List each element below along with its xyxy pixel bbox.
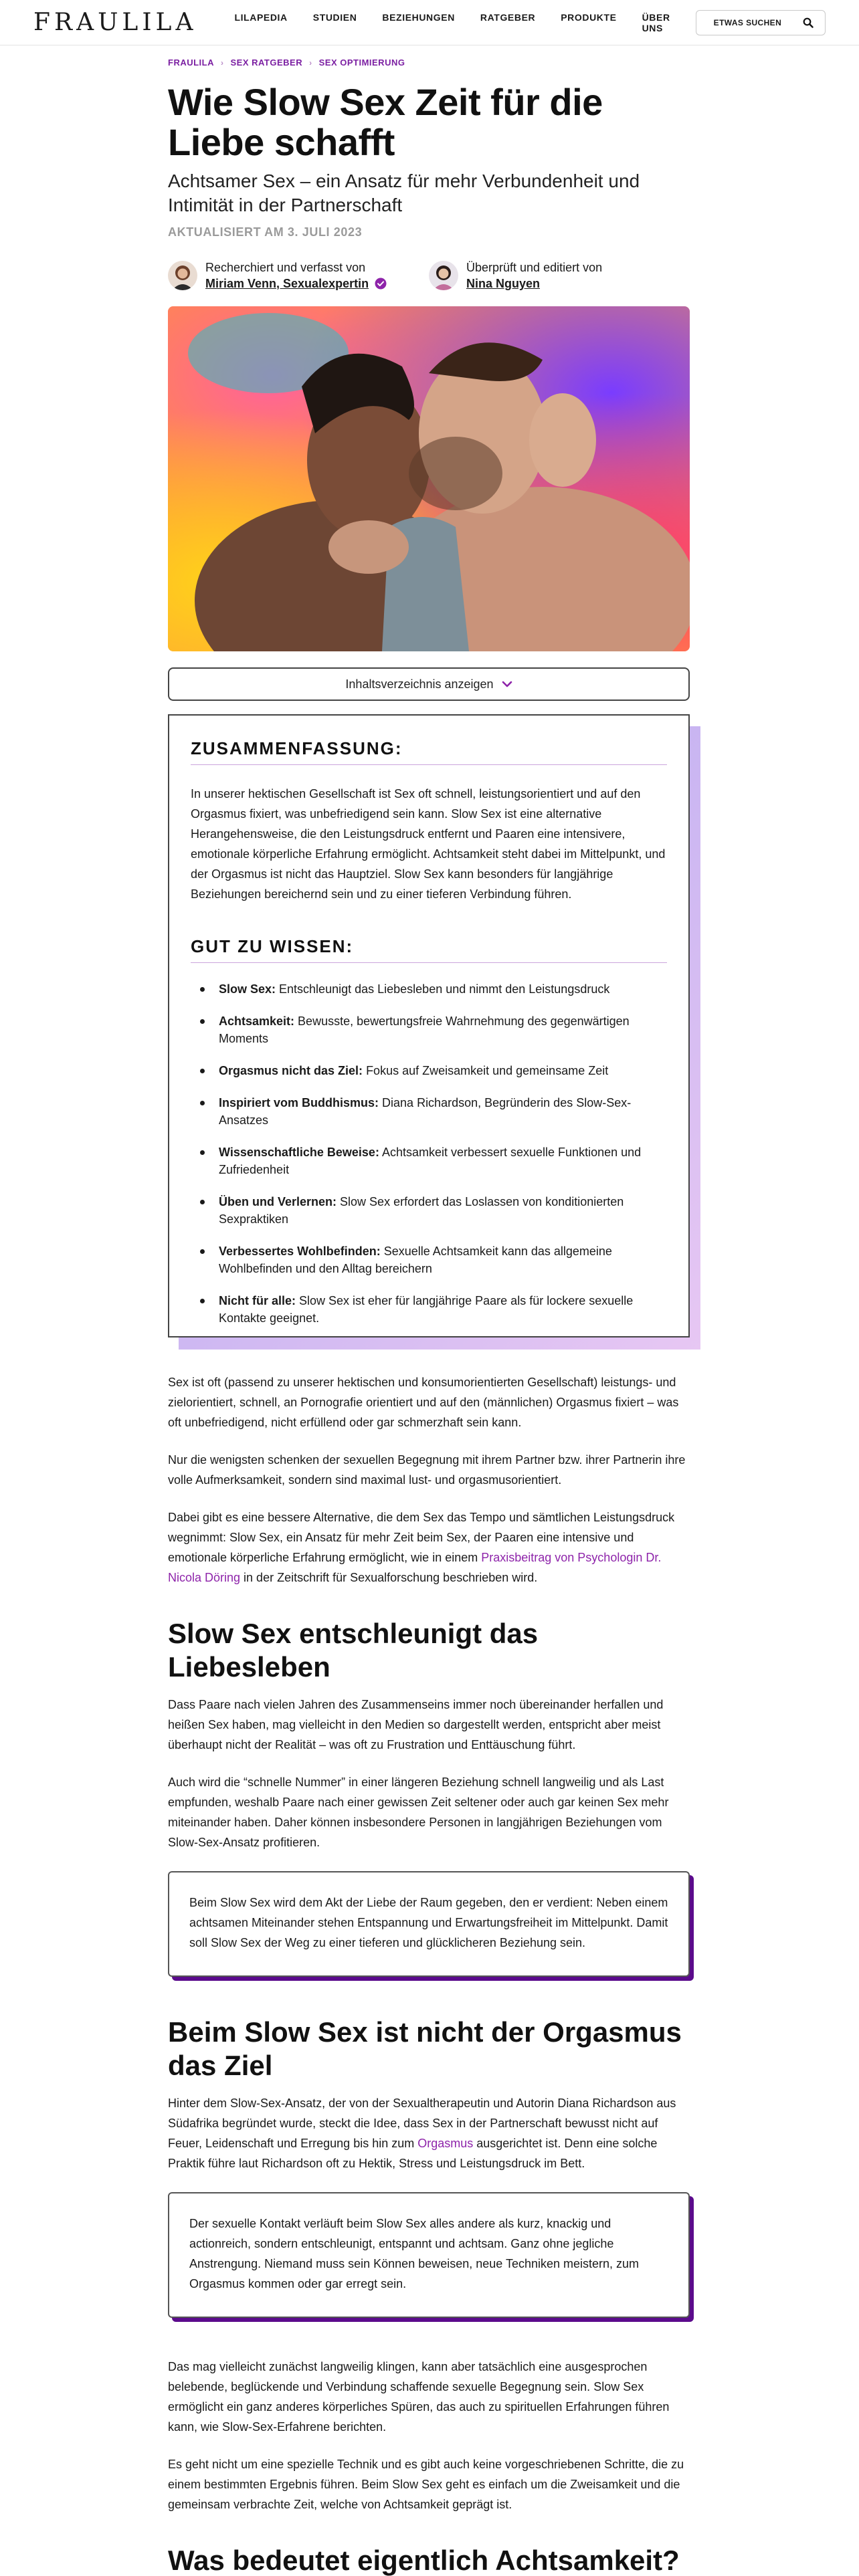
main-nav xyxy=(234,12,695,33)
breadcrumb-separator-icon: › xyxy=(221,58,224,68)
authors-row xyxy=(168,259,690,292)
author-role: Recherchiert und verfasst von xyxy=(205,261,366,274)
search-icon[interactable] xyxy=(801,15,816,30)
list-item: Wissenschaftliche Beweise: Achtsamkeit verbessert sexuelle Funktionen und Zufriedenheit xyxy=(196,1144,667,1178)
page-subtitle: Achtsamer Sex – ein Ansatz für mehr Verbundenheit und Intimität in der Partnerschaft xyxy=(168,171,640,215)
nav-item-studien[interactable]: STUDIEN xyxy=(312,11,357,23)
verified-icon xyxy=(375,278,387,290)
nav-item-ueber-uns[interactable]: ÜBER UNS xyxy=(642,11,670,33)
search-label: ETWAS SUCHEN xyxy=(713,17,782,27)
list-item: Achtsamkeit: Bewusste, bewertungsfreie Wahrnehmung des gegenwärtigen Moments xyxy=(196,1012,667,1047)
nav-item-lilapedia[interactable]: LILAPEDIA xyxy=(234,11,288,23)
author-name-link[interactable]: Miriam Venn, Sexualexpertin xyxy=(205,277,369,290)
paragraph: Auch wird die “schnelle Nummer” in einer längeren Beziehung schnell langweilig und als Last empfunden, weshalb Paare nach einer gewissen Zeit seltener oder auch gar keinen Sex mehr miteinander haben. Daher können insbesondere Personen in langjährigen Beziehungen vom Slow-Sex-Ansatz profitieren. xyxy=(168,1776,669,1849)
editor-block xyxy=(429,259,690,292)
summary-text: In unserer hektischen Gesellschaft ist Sex oft schnell, leistungsorientiert und auf den Orgasmus fixiert, was unbefriedigend sein kann. Slow Sex ist eine alternative Herangehensweise, die den Leistungsdruck entfernt und Paaren eine intensivere, emotionale körperliche Erfahrung ermöglicht. Achtsamkeit steht dabei im Mittelpunkt, und der Orgasmus ist nicht das Hauptziel. Slow Sex kann besonders für langjährige Beziehungen bereichernd sein und zu einer tieferen Verbindung führen. xyxy=(191,787,666,901)
source-link[interactable]: Praxisbeitrag von Psychologin Dr. Nicola Döring xyxy=(168,1551,662,1584)
paragraph: Dass Paare nach vielen Jahren des Zusammenseins immer noch übereinander herfallen und heißen Sex haben, mag vielleicht in den Medien so dargestellt werden, entspricht aber meist überhaupt nicht der Realität – was oft zu Frustration und Enttäuschung führt. xyxy=(168,1698,664,1751)
section-heading: Beim Slow Sex ist nicht der Orgasmus das Ziel xyxy=(168,2016,682,2081)
good-to-know-heading: GUT ZU WISSEN: xyxy=(191,936,667,963)
breadcrumb-item-fraulila[interactable]: FRAULILA xyxy=(168,58,214,68)
nav-item-produkte[interactable]: PRODUKTE xyxy=(561,11,617,23)
editor-role: Überprüft und editiert von xyxy=(466,261,603,274)
breadcrumb-item-sex-ratgeber[interactable]: SEX RATGEBER xyxy=(230,58,303,68)
search-box[interactable] xyxy=(696,10,826,35)
breadcrumb-separator-icon: › xyxy=(309,58,312,68)
highlight-text: Beim Slow Sex wird dem Akt der Liebe der Raum gegeben, den er verdient: Neben einem achtsamen Miteinander stehen Entspannung und Erwartungsfreiheit im Mittelpunkt. Damit soll Slow Sex der Weg zu einer tieferen und glücklicheren Beziehung sein. xyxy=(168,1871,690,1977)
highlight-box xyxy=(168,1871,690,1977)
author-block xyxy=(168,259,429,292)
breadcrumb xyxy=(168,58,690,68)
summary-section xyxy=(168,714,690,1337)
toc-toggle-button[interactable] xyxy=(168,667,690,701)
article-body xyxy=(168,1372,690,2576)
list-item: Inspiriert vom Buddhismus: Diana Richardson, Begründerin des Slow-Sex-Ansatzes xyxy=(196,1094,667,1129)
facts-list xyxy=(191,980,667,1327)
paragraph: Dabei gibt es eine bessere Alternative, die dem Sex das Tempo und sämtlichen Leistungsdruck wegnimmt: Slow Sex, ein Ansatz für mehr Zeit beim Sex, der Paaren eine intensive und emotionale körperliche Erfahrung ermöglicht, wie in einem Praxisbeitrag von Psychologin Dr. Nicola Döring in der Zeitschrift für Sexualforschung beschrieben wird. xyxy=(168,1511,675,1584)
editor-name-link[interactable]: Nina Nguyen xyxy=(466,277,541,290)
highlight-text: Der sexuelle Kontakt verläuft beim Slow Sex alles andere als kurz, knackig und actionreich, sondern entschleunigt, entspannt und achtsam. Ganz ohne jegliche Anstrengung. Niemand muss sein Können beweisen, neue Techniken meistern, zum Orgasmus kommen oder gar erregt sein. xyxy=(168,2192,690,2318)
highlight-box xyxy=(168,2192,690,2318)
breadcrumb-item-sex-optimierung[interactable]: SEX OPTIMIERUNG xyxy=(318,58,405,68)
orgasmus-link[interactable]: Orgasmus xyxy=(417,2137,474,2150)
paragraph: Nur die wenigsten schenken der sexuellen Begegnung mit ihrem Partner bzw. ihrer Partnerin ihre volle Aufmerksamkeit, sondern sind maximal lust- und orgasmusorientiert. xyxy=(168,1453,686,1487)
list-item: Verbessertes Wohlbefinden: Sexuelle Achtsamkeit kann das allgemeine Wohlbefinden und den Alltag bereichern xyxy=(196,1243,667,1277)
site-logo[interactable]: FRAULILA xyxy=(33,9,197,36)
author-avatar[interactable] xyxy=(168,261,197,290)
editor-avatar[interactable] xyxy=(429,261,458,290)
page-title: Wie Slow Sex Zeit für die Liebe schafft xyxy=(168,81,603,163)
summary-heading: ZUSAMMENFASSUNG: xyxy=(191,738,667,765)
article-main xyxy=(168,58,690,2576)
chevron-down-icon xyxy=(502,677,512,691)
summary-box xyxy=(168,714,690,1337)
hero-image xyxy=(168,306,690,651)
section-heading: Slow Sex entschleunigt das Liebesleben xyxy=(168,1618,539,1683)
section-heading: Was bedeutet eigentlich Achtsamkeit? xyxy=(168,2545,680,2576)
list-item: Orgasmus nicht das Ziel: Fokus auf Zweisamkeit und gemeinsame Zeit xyxy=(196,1062,667,1079)
list-item: Üben und Verlernen: Slow Sex erfordert das Loslassen von konditionierten Sexpraktiken xyxy=(196,1193,667,1228)
toc-label: Inhaltsverzeichnis anzeigen xyxy=(345,677,494,691)
list-item: Slow Sex: Entschleunigt das Liebesleben und nimmt den Leistungsdruck xyxy=(196,980,667,998)
paragraph: Sex ist oft (passend zu unserer hektischen und konsumorientierten Gesellschaft) leistungs- und zielorientiert, schnell, an Pornografie orientiert und auf den (männlichen) Orgasmus fixiert – was oft unbefriedigend, nicht erfüllend oder gar schmerzhaft sein kann. xyxy=(168,1376,679,1429)
updated-date: AKTUALISIERT AM 3. JULI 2023 xyxy=(168,225,363,239)
paragraph: Das mag vielleicht zunächst langweilig klingen, kann aber tatsächlich eine ausgesprochen belebende, beglückende und Verbindung schaffende sexuelle Begegnung sein. Slow Sex ermöglicht ein ganz anderes körperliches Spüren, das auch zu spirituellen Erfahrungen führen kann, wie Slow-Sex-Erfahrene berichten. xyxy=(168,2360,670,2434)
nav-item-ratgeber[interactable]: RATGEBER xyxy=(480,11,536,23)
nav-item-beziehungen[interactable]: BEZIEHUNGEN xyxy=(382,11,455,23)
paragraph: Hinter dem Slow-Sex-Ansatz, der von der Sexualtherapeutin und Autorin Diana Richardson aus Südafrika begründet wurde, steckt die Idee, dass Sex in der Partnerschaft bewusst nicht auf Feuer, Leidenschaft und Erregung bis hin zum Orgasmus ausgerichtet ist. Denn eine solche Praktik führe laut Richardson oft zu Hektik, Stress und Leistungsdruck im Bett. xyxy=(168,2097,676,2170)
site-header xyxy=(0,0,859,45)
list-item: Nicht für alle: Slow Sex ist eher für langjährige Paare als für lockere sexuelle Kontakte geeignet. xyxy=(196,1292,667,1327)
paragraph: Es geht nicht um eine spezielle Technik und es gibt auch keine vorgeschriebenen Schritte, die zu einem bestimmten Ergebnis führen. Beim Slow Sex geht es einfach um die Zweisamkeit und die gemeinsam verbrachte Zeit, welche von Achtsamkeit geprägt ist. xyxy=(168,2458,684,2511)
